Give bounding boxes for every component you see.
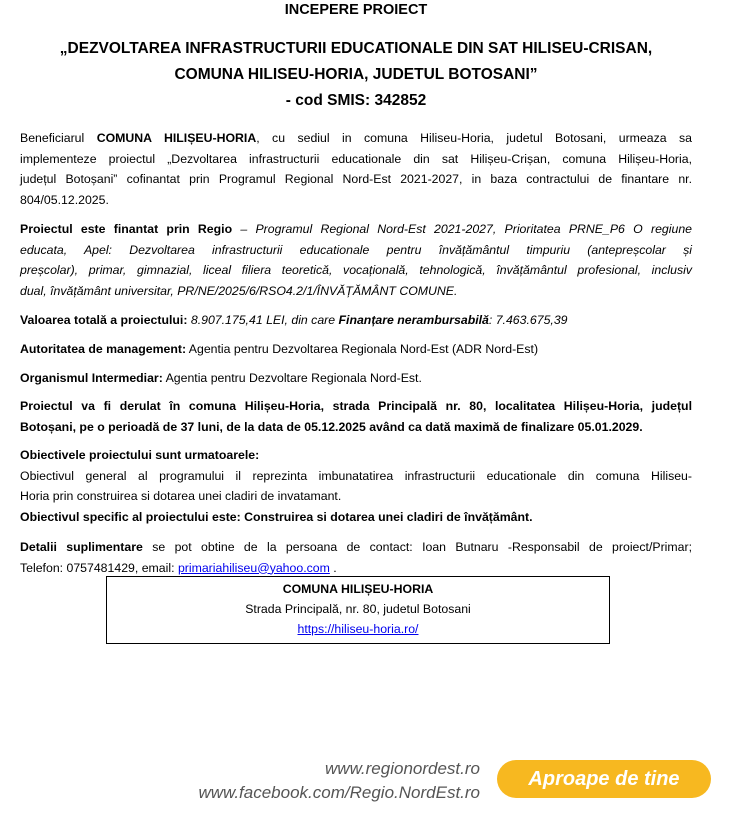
contact-box — [106, 576, 610, 644]
location-text: Botoșani, pe o perioadă de 37 luni, de la data de 05.12.2025 având ca dată maximă de finalizare 05.01.2029. — [20, 419, 643, 434]
details-text: . — [329, 560, 337, 575]
details-text: Telefon: 0757481429, email: — [20, 560, 178, 575]
details-label: Detalii suplimentare — [20, 540, 143, 554]
slogan-badge: Aproape de tine — [497, 760, 711, 798]
beneficiary-text: implementeze proiectul „Dezvoltarea infrastructurii educationale din sat Hilișeu-Crișan, comuna Hilișeu-Horia, — [20, 151, 692, 166]
location-text: Proiectul va fi derulat în comuna Hilișeu-Horia, strada Principală nr. 80, localitatea Hilișeu-Horia, județul — [20, 399, 692, 413]
financing-text: – Programul Regional Nord-Est 2021-2027, Prioritatea PRNE_P6 O regiune — [232, 222, 693, 236]
financing-text: educata, Apel: Dezvoltarea infrastructurii educationale pentru învățământul timpuriu (antepreșcolar și — [20, 242, 692, 257]
management-label: Autoritatea de management: — [20, 342, 187, 356]
project-title-line1: „DEZVOLTAREA INFRASTRUCTURII EDUCATIONALE DIN SAT HILISEU-CRISAN, — [59, 40, 653, 57]
email-link[interactable]: primariahiliseu@yahoo.com — [177, 560, 330, 575]
document-title: INCEPERE PROIECT — [284, 2, 428, 18]
regio-website-link[interactable]: www.regionordest.ro — [325, 759, 480, 778]
details-paragraph — [20, 537, 692, 578]
financing-paragraph — [20, 219, 692, 301]
intermediary-paragraph — [20, 368, 692, 389]
value-label: Valoarea totală a proiectului: — [20, 313, 188, 327]
beneficiary-text: 804/05.12.2025. — [20, 192, 109, 207]
location-paragraph — [20, 396, 692, 437]
project-title-line2: COMUNA HILISEU-HORIA, JUDETUL BOTOSANI” — [174, 66, 538, 83]
beneficiary-name: COMUNA HILIȘEU-HORIA — [96, 131, 257, 145]
financing-label: Proiectul este finantat prin Regio — [20, 222, 233, 236]
contact-name: COMUNA HILIȘEU-HORIA — [282, 582, 434, 596]
smis-code: - cod SMIS: 342852 — [285, 92, 427, 109]
intermediary-label: Organismul Intermediar: — [20, 371, 163, 385]
management-paragraph — [20, 339, 692, 360]
management-text: Agentia pentru Dezvoltarea Regionala Nord-Est (ADR Nord-Est) — [186, 342, 539, 356]
general-objective: Obiectivul general al programului il reprezinta imbunatatirea infrastructurii educationale din comuna Hiliseu- — [20, 468, 692, 483]
specific-objective: Obiectivul specific al proiectului este: Construirea si dotarea unei cladiri de învățământ. — [20, 509, 533, 524]
website-link[interactable]: https://hiliseu-horia.ro/ — [297, 622, 419, 636]
value-paragraph — [20, 310, 692, 331]
objectives-heading: Obiectivele proiectului sunt urmatoarele: — [20, 448, 260, 462]
value-amount: 8.907.175,41 LEI, din care — [187, 313, 339, 327]
general-objective: Horia prin construirea si dotarea unei cladiri de invatamant. — [20, 489, 342, 503]
footer-links — [198, 757, 480, 805]
financing-text: dual, învățământ universitar, PR/NE/2025/6/RSO4.2/1/ÎNVĂȚĂMÂNT COMUNE. — [20, 283, 458, 298]
beneficiary-text: Beneficiarul — [20, 131, 97, 145]
beneficiary-text: , cu sediul in comuna Hiliseu-Horia, judetul Botosani, urmeaza sa — [256, 131, 692, 145]
intermediary-text: Agentia pentru Dezvoltare Regionala Nord-Est. — [162, 371, 422, 385]
grant-label: Finanțare nerambursabilă — [338, 313, 489, 327]
grant-amount: : 7.463.675,39 — [488, 313, 568, 327]
beneficiary-text: județul Botoșani” cofinantat prin Programul Regional Nord-Est 2021-2027, in baza contractului de finantare nr. — [20, 172, 692, 186]
beneficiary-paragraph — [20, 128, 692, 210]
details-text: se pot obtine de la persoana de contact: Ioan Butnaru -Responsabil de proiect/Primar; — [142, 540, 692, 554]
objectives-paragraph — [20, 445, 692, 527]
facebook-link[interactable]: www.facebook.com/Regio.NordEst.ro — [198, 783, 480, 802]
financing-text: preșcolar), primar, gimnazial, liceal filiera teoretică, vocațională, tehnologică, învățământul profesional, inclusiv — [20, 263, 692, 277]
contact-address: Strada Principală, nr. 80, judetul Botosani — [245, 602, 471, 616]
